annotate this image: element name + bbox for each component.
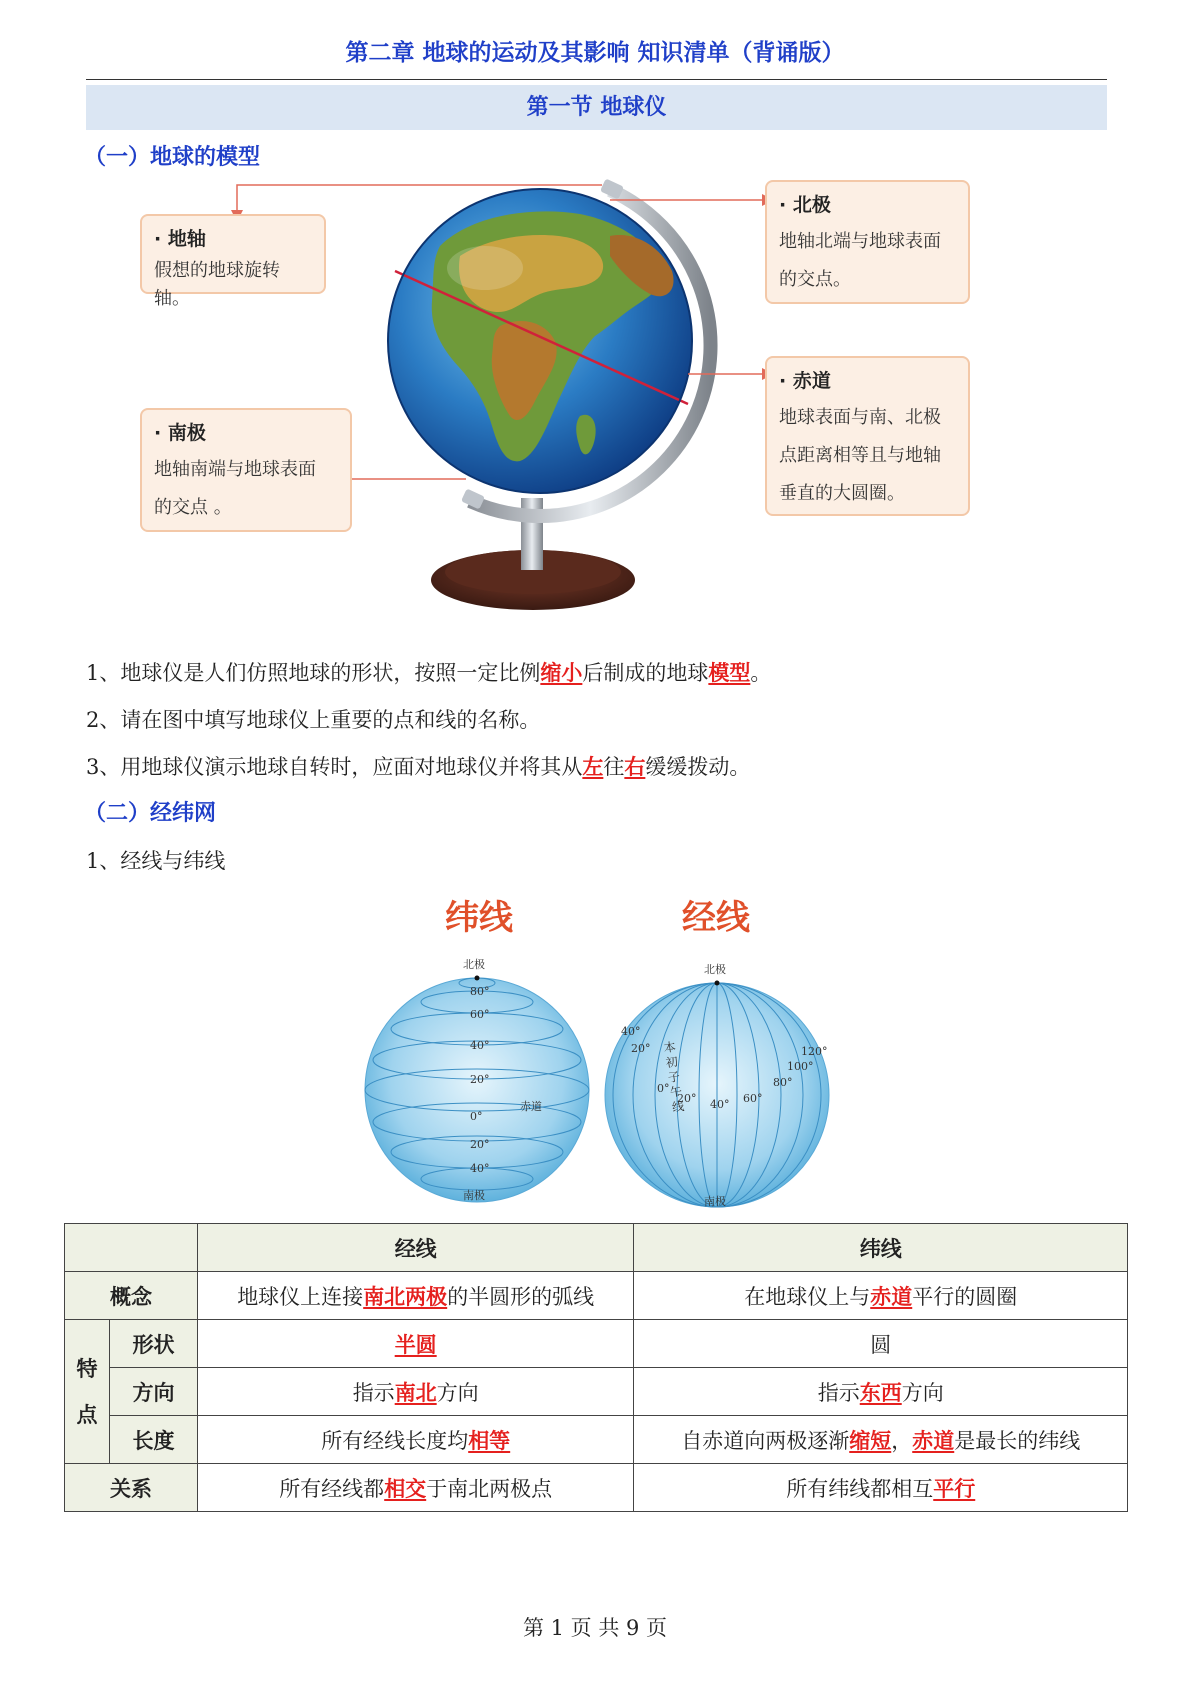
cell-length-meridian (197, 1416, 634, 1464)
cell-concept-meridian (197, 1272, 634, 1320)
lat-tick-60: 60° (470, 1008, 490, 1021)
table-corner-cell (65, 1224, 198, 1272)
text-segment: 缓缓拨动。 (645, 755, 751, 779)
lon-tick-100: 100° (787, 1060, 814, 1073)
text-segment: 。 (750, 661, 772, 685)
text-segment: 于南北两极点 (426, 1476, 553, 1501)
callout-earth-axis-title: · 地轴 (154, 228, 206, 250)
callout-equator-line1: 地球表面与南、北极 (779, 407, 941, 428)
globe-item-1 (86, 657, 771, 687)
lon-north-pole-label: 北极 (704, 963, 726, 976)
callout-equator (765, 356, 970, 516)
table-row-concept (65, 1272, 1128, 1320)
text-segment: 后制成的地球 (582, 661, 709, 685)
latitude-title: 纬线 (445, 898, 513, 938)
text-segment: 方向 (901, 1380, 944, 1405)
cell-direction-parallel (634, 1368, 1128, 1416)
lon-tick-60: 60° (743, 1092, 763, 1105)
answer-blank: 相交 (384, 1475, 427, 1501)
cell-relation-parallel (634, 1464, 1128, 1512)
answer-blank: 东西 (859, 1379, 902, 1405)
callout-equator-title: · 赤道 (779, 370, 831, 392)
text-segment: ， (891, 1428, 913, 1453)
text-segment: 平行的圆圈 (912, 1284, 1018, 1309)
lon-tick-80: 80° (773, 1076, 793, 1089)
globe-item-2: 2、请在图中填写地球仪上重要的点和线的名称。 (86, 708, 541, 732)
row-header-shape: 形状 (109, 1320, 197, 1368)
row-header-features-char2: 点 (76, 1402, 98, 1427)
answer-blank: 缩小 (540, 660, 583, 685)
cell-shape-meridian (197, 1320, 634, 1368)
lat-tick-40n: 40° (470, 1039, 490, 1052)
prime-meridian-label: 本初子午线 (662, 1039, 686, 1115)
row-header-direction: 方向 (109, 1368, 197, 1416)
lat-tick-0: 0° (470, 1110, 483, 1123)
longitude-title: 经线 (682, 898, 750, 938)
cell-concept-parallel (634, 1272, 1128, 1320)
text-segment: 3、用地球仪演示地球自转时，应面对地球仪并将其从 (86, 755, 583, 779)
text-segment: 往 (603, 755, 625, 779)
row-header-concept: 概念 (65, 1272, 198, 1320)
lon-south-pole-label: 南极 (704, 1195, 726, 1208)
callout-south-pole (140, 408, 352, 532)
lat-equator-label: 赤道 (520, 1100, 542, 1113)
text-segment: 在地球仪上与 (744, 1284, 871, 1309)
lat-tick-20s: 20° (470, 1138, 490, 1151)
lon-tick-0: 0° (657, 1082, 670, 1095)
subheading-graticule: （二）经纬网 (84, 801, 217, 826)
text-segment: 所有经线都 (279, 1476, 385, 1501)
answer-blank: 模型 (708, 660, 751, 685)
answer-blank: 相等 (468, 1427, 511, 1453)
answer-blank: 赤道 (912, 1427, 955, 1453)
table-header-row (65, 1224, 1128, 1272)
globe-figure (140, 176, 1040, 636)
lon-tick-20: 20° (677, 1092, 697, 1105)
answer-blank: 左 (582, 754, 604, 779)
title-divider (86, 79, 1107, 80)
text-segment: 指示 (817, 1380, 860, 1405)
graticule-diagram (355, 890, 845, 1220)
lon-tick-west-40: 40° (621, 1025, 641, 1038)
callout-south-pole-line1: 地轴南端与地球表面 (154, 459, 316, 480)
row-header-length: 长度 (109, 1416, 197, 1464)
lon-tick-40: 40° (710, 1098, 730, 1111)
callout-north-pole-line2: 的交点。 (779, 269, 851, 290)
row-header-relation: 关系 (65, 1464, 198, 1512)
cell-shape-parallel: 圆 (634, 1320, 1128, 1368)
row-header-features-char1: 特 (76, 1356, 98, 1381)
answer-blank: 半圆 (394, 1331, 437, 1357)
callout-south-pole-line2: 的交点 。 (154, 497, 232, 518)
text-segment: 所有经线长度均 (321, 1428, 469, 1453)
graticule-figure (355, 890, 845, 1220)
lat-north-pole-label: 北极 (463, 958, 485, 971)
callout-north-pole-title: · 北极 (779, 194, 831, 216)
callout-north-pole-line1: 地轴北端与地球表面 (779, 231, 941, 252)
callout-earth-axis-text: 假想的地球旋转轴。 (154, 260, 280, 309)
text-segment: 指示 (352, 1380, 395, 1405)
text-segment: 所有纬线都相互 (786, 1476, 934, 1501)
text-segment: 方向 (436, 1380, 479, 1405)
lat-tick-20n: 20° (470, 1073, 490, 1086)
callout-equator-line2: 点距离相等且与地轴 (779, 445, 941, 466)
answer-blank: 南北 (394, 1379, 437, 1405)
text-segment: 是最长的纬线 (954, 1428, 1081, 1453)
answer-blank: 赤道 (870, 1283, 913, 1309)
answer-blank: 平行 (933, 1475, 976, 1501)
table-row-length (65, 1416, 1128, 1464)
col-header-parallel: 纬线 (634, 1224, 1128, 1272)
table-row-direction (65, 1368, 1128, 1416)
lat-south-pole-label: 南极 (463, 1189, 485, 1202)
text-segment: 的半圆形的弧线 (447, 1284, 595, 1309)
section-title: 第一节 地球仪 (86, 85, 1107, 130)
cell-direction-meridian (197, 1368, 634, 1416)
text-segment: 地球仪上连接 (237, 1284, 364, 1309)
globe-item-3 (86, 751, 750, 781)
cell-relation-meridian (197, 1464, 634, 1512)
answer-blank: 南北两极 (363, 1283, 448, 1309)
page-number-footer: 第 1 页 共 9 页 (522, 1616, 668, 1640)
answer-blank: 缩短 (849, 1427, 892, 1453)
row-header-features (65, 1320, 110, 1464)
table-row-shape (65, 1320, 1128, 1368)
table-row-relation (65, 1464, 1128, 1512)
text-segment: 自赤道向两极逐渐 (681, 1428, 850, 1453)
lat-tick-80: 80° (470, 985, 490, 998)
graticule-item-1: 1、经线与纬线 (86, 849, 226, 873)
subheading-globe-model: （一）地球的模型 (84, 145, 261, 170)
lon-tick-west-20: 20° (631, 1042, 651, 1055)
callout-earth-axis (140, 214, 326, 309)
lat-tick-40s: 40° (470, 1162, 490, 1175)
col-header-meridian: 经线 (197, 1224, 634, 1272)
document-title: 第二章 地球的运动及其影响 知识清单（背诵版） (345, 40, 845, 66)
text-segment: 1、地球仪是人们仿照地球的形状，按照一定比例 (86, 661, 541, 685)
answer-blank: 右 (624, 754, 646, 779)
lon-tick-120: 120° (801, 1045, 828, 1058)
callout-equator-line3: 垂直的大圆圈。 (779, 483, 905, 504)
callout-north-pole (765, 180, 970, 304)
meridian-parallel-table (64, 1223, 1128, 1512)
callout-south-pole-title: · 南极 (154, 422, 206, 444)
cell-length-parallel (634, 1416, 1128, 1464)
